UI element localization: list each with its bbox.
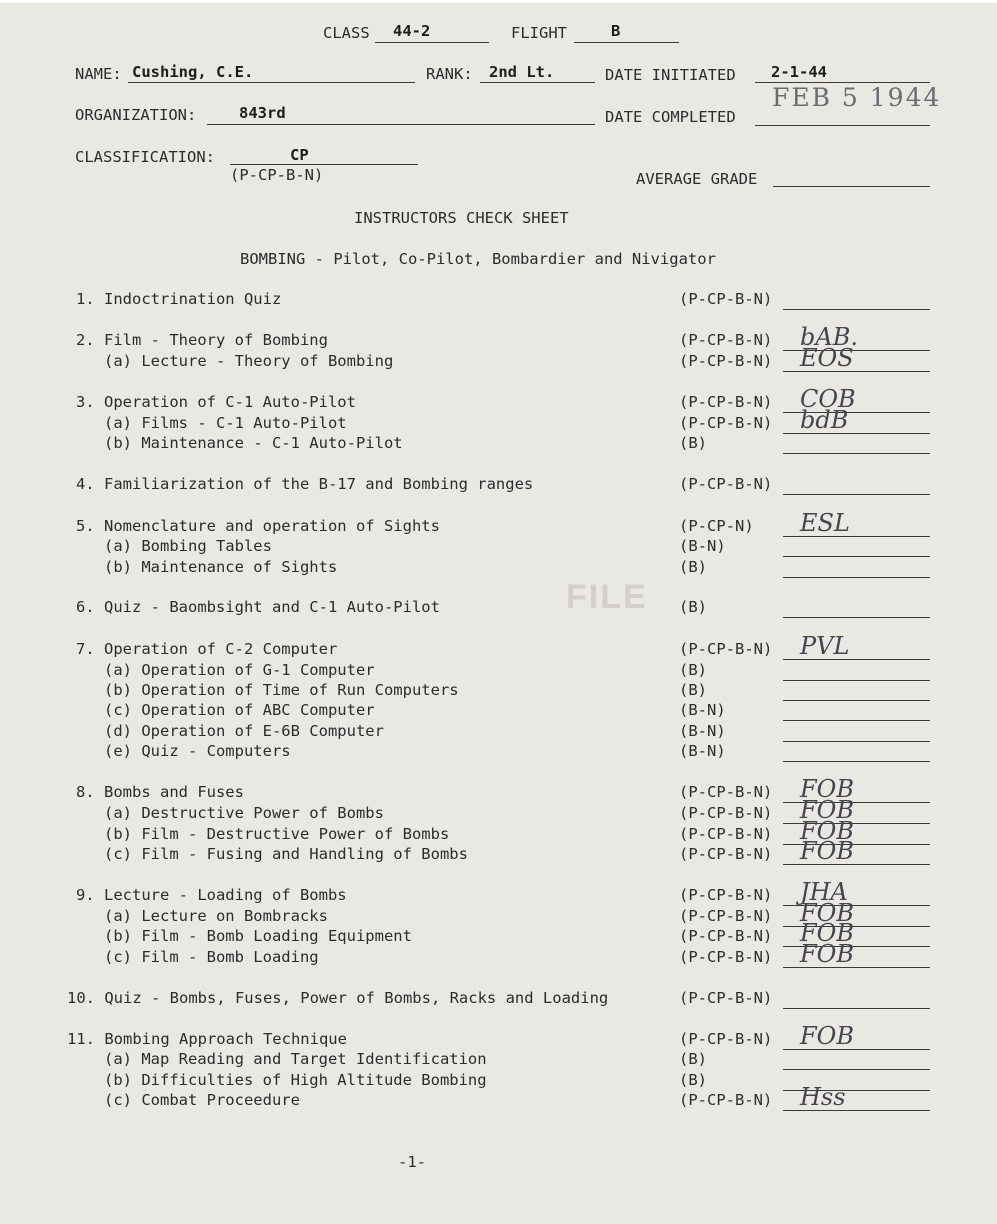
organization-underline — [207, 124, 595, 125]
rank-underline — [480, 82, 595, 83]
item-text: (a) Lecture on Bombracks — [76, 907, 328, 925]
item-initials-line — [783, 453, 930, 454]
rank-value: 2nd Lt. — [489, 63, 555, 81]
item-initials-line — [783, 1008, 930, 1009]
item-classification-code: (P-CP-N) — [679, 517, 754, 535]
item-text: (c) Film - Bomb Loading — [76, 948, 319, 966]
item-text: (b) Operation of Time of Run Computers — [76, 681, 459, 699]
item-text: 3. Operation of C-1 Auto-Pilot — [76, 393, 356, 411]
item-classification-code: (B-N) — [679, 722, 726, 740]
item-text: (a) Destructive Power of Bombs — [76, 804, 384, 822]
item-text: (b) Maintenance - C-1 Auto-Pilot — [76, 434, 403, 452]
instructor-initials: EOS — [800, 344, 854, 372]
item-text: (b) Difficulties of High Altitude Bombing — [76, 1071, 487, 1089]
item-text: (a) Map Reading and Target Identification — [76, 1050, 487, 1068]
organization-value: 843rd — [239, 104, 286, 122]
flight-label: FLIGHT — [511, 24, 567, 42]
item-classification-code: (P-CP-B-N) — [679, 290, 773, 308]
instructor-initials: bAB. — [800, 323, 858, 351]
item-text: 8. Bombs and Fuses — [76, 783, 244, 801]
item-classification-code: (B) — [679, 558, 707, 576]
item-classification-code: (B) — [679, 681, 707, 699]
item-text: (c) Combat Proceedure — [76, 1091, 300, 1109]
date-completed-underline — [755, 125, 930, 126]
item-initials-line — [783, 1069, 930, 1070]
item-text: 7. Operation of C-2 Computer — [76, 640, 338, 658]
organization-label: ORGANIZATION: — [75, 106, 197, 124]
item-classification-code: (P-CP-B-N) — [679, 1091, 773, 1109]
date-initiated-label: DATE INITIATED — [605, 66, 736, 84]
instructor-initials: PVL — [800, 632, 850, 660]
item-classification-code: (B-N) — [679, 742, 726, 760]
item-initials-line — [783, 577, 930, 578]
classification-underline — [230, 164, 418, 165]
item-text: (b) Maintenance of Sights — [76, 558, 338, 576]
class-value: 44-2 — [393, 22, 431, 40]
name-underline — [128, 82, 415, 83]
item-initials-line — [783, 617, 930, 618]
item-text: 5. Nomenclature and operation of Sights — [76, 517, 440, 535]
item-classification-code: (B-N) — [679, 701, 726, 719]
item-text: (a) Bombing Tables — [76, 537, 272, 555]
date-completed-label: DATE COMPLETED — [605, 108, 736, 126]
flight-underline — [574, 42, 679, 43]
name-value: Cushing, C.E. — [132, 63, 254, 81]
item-classification-code: (P-CP-B-N) — [679, 783, 773, 801]
instructor-initials: bdB — [800, 406, 849, 434]
item-initials-line — [783, 700, 930, 701]
average-grade-underline — [773, 186, 930, 187]
sheet-title: INSTRUCTORS CHECK SHEET — [354, 209, 569, 227]
item-text: 11. Bombing Approach Technique — [67, 1030, 347, 1048]
item-classification-code: (P-CP-B-N) — [679, 804, 773, 822]
item-classification-code: (P-CP-B-N) — [679, 414, 773, 432]
item-classification-code: (B) — [679, 1050, 707, 1068]
item-classification-code: (P-CP-B-N) — [679, 352, 773, 370]
file-stamp: FILE — [566, 578, 648, 616]
class-label: CLASS — [323, 24, 370, 42]
item-initials-line — [783, 556, 930, 557]
instructor-initials: FOB — [800, 899, 854, 927]
instructor-initials: JHA — [800, 878, 848, 906]
page-number: -1- — [398, 1153, 426, 1171]
item-text: (a) Operation of G-1 Computer — [76, 661, 375, 679]
item-classification-code: (P-CP-B-N) — [679, 825, 773, 843]
instructor-initials: FOB — [800, 1022, 854, 1050]
item-text: (c) Operation of ABC Computer — [76, 701, 375, 719]
item-text: (a) Films - C-1 Auto-Pilot — [76, 414, 347, 432]
item-classification-code: (B) — [679, 661, 707, 679]
item-text: 1. Indoctrination Quiz — [76, 290, 282, 308]
item-classification-code: (P-CP-B-N) — [679, 475, 773, 493]
item-classification-code: (P-CP-B-N) — [679, 948, 773, 966]
instructor-initials: COB — [800, 385, 856, 413]
item-text: (a) Lecture - Theory of Bombing — [76, 352, 394, 370]
item-classification-code: (P-CP-B-N) — [679, 927, 773, 945]
item-text: (d) Operation of E-6B Computer — [76, 722, 384, 740]
date-initiated-value: 2-1-44 — [771, 63, 827, 81]
instructor-initials: FOB — [800, 919, 854, 947]
item-initials-line — [783, 761, 930, 762]
classification-options: (P-CP-B-N) — [230, 166, 324, 184]
item-initials-line — [783, 720, 930, 721]
class-underline — [375, 42, 489, 43]
item-classification-code: (P-CP-B-N) — [679, 640, 773, 658]
item-initials-line — [783, 680, 930, 681]
item-text: 6. Quiz - Baombsight and C-1 Auto-Pilot — [76, 598, 440, 616]
item-classification-code: (P-CP-B-N) — [679, 886, 773, 904]
average-grade-label: AVERAGE GRADE — [636, 170, 758, 188]
item-classification-code: (P-CP-B-N) — [679, 393, 773, 411]
item-text: (c) Film - Fusing and Handling of Bombs — [76, 845, 468, 863]
name-label: NAME: — [75, 65, 122, 83]
item-text: 9. Lecture - Loading of Bombs — [76, 886, 347, 904]
item-classification-code: (B) — [679, 598, 707, 616]
item-text: (b) Film - Bomb Loading Equipment — [76, 927, 412, 945]
item-classification-code: (P-CP-B-N) — [679, 989, 773, 1007]
item-classification-code: (P-CP-B-N) — [679, 907, 773, 925]
flight-value: B — [611, 22, 621, 40]
item-text: 10. Quiz - Bombs, Fuses, Power of Bombs, Racks and Loading — [67, 989, 609, 1007]
item-classification-code: (B-N) — [679, 537, 726, 555]
sheet-subtitle: BOMBING - Pilot, Co-Pilot, Bombardier and Nivigator — [240, 250, 716, 268]
instructor-initials: FOB — [800, 940, 854, 968]
instructor-initials: Hss — [800, 1083, 846, 1111]
item-initials-line — [783, 741, 930, 742]
item-text: 4. Familiarization of the B-17 and Bombing ranges — [76, 475, 534, 493]
item-classification-code: (P-CP-B-N) — [679, 1030, 773, 1048]
item-text: (b) Film - Destructive Power of Bombs — [76, 825, 450, 843]
page-edge-top — [0, 0, 997, 3]
rank-label: RANK: — [426, 65, 473, 83]
instructor-initials: FOB — [800, 796, 854, 824]
instructor-initials: FOB — [800, 775, 854, 803]
classification-value: CP — [290, 146, 309, 164]
instructor-initials: FOB — [800, 837, 854, 865]
instructor-initials: ESL — [800, 509, 850, 537]
item-classification-code: (P-CP-B-N) — [679, 845, 773, 863]
date-completed-stamp: FEB 5 1944 — [772, 83, 942, 112]
item-initials-line — [783, 309, 930, 310]
classification-label: CLASSIFICATION: — [75, 148, 215, 166]
item-classification-code: (P-CP-B-N) — [679, 331, 773, 349]
item-classification-code: (B) — [679, 1071, 707, 1089]
item-initials-line — [783, 494, 930, 495]
item-text: 2. Film - Theory of Bombing — [76, 331, 328, 349]
item-classification-code: (B) — [679, 434, 707, 452]
item-text: (e) Quiz - Computers — [76, 742, 291, 760]
instructor-initials: FOB — [800, 817, 854, 845]
